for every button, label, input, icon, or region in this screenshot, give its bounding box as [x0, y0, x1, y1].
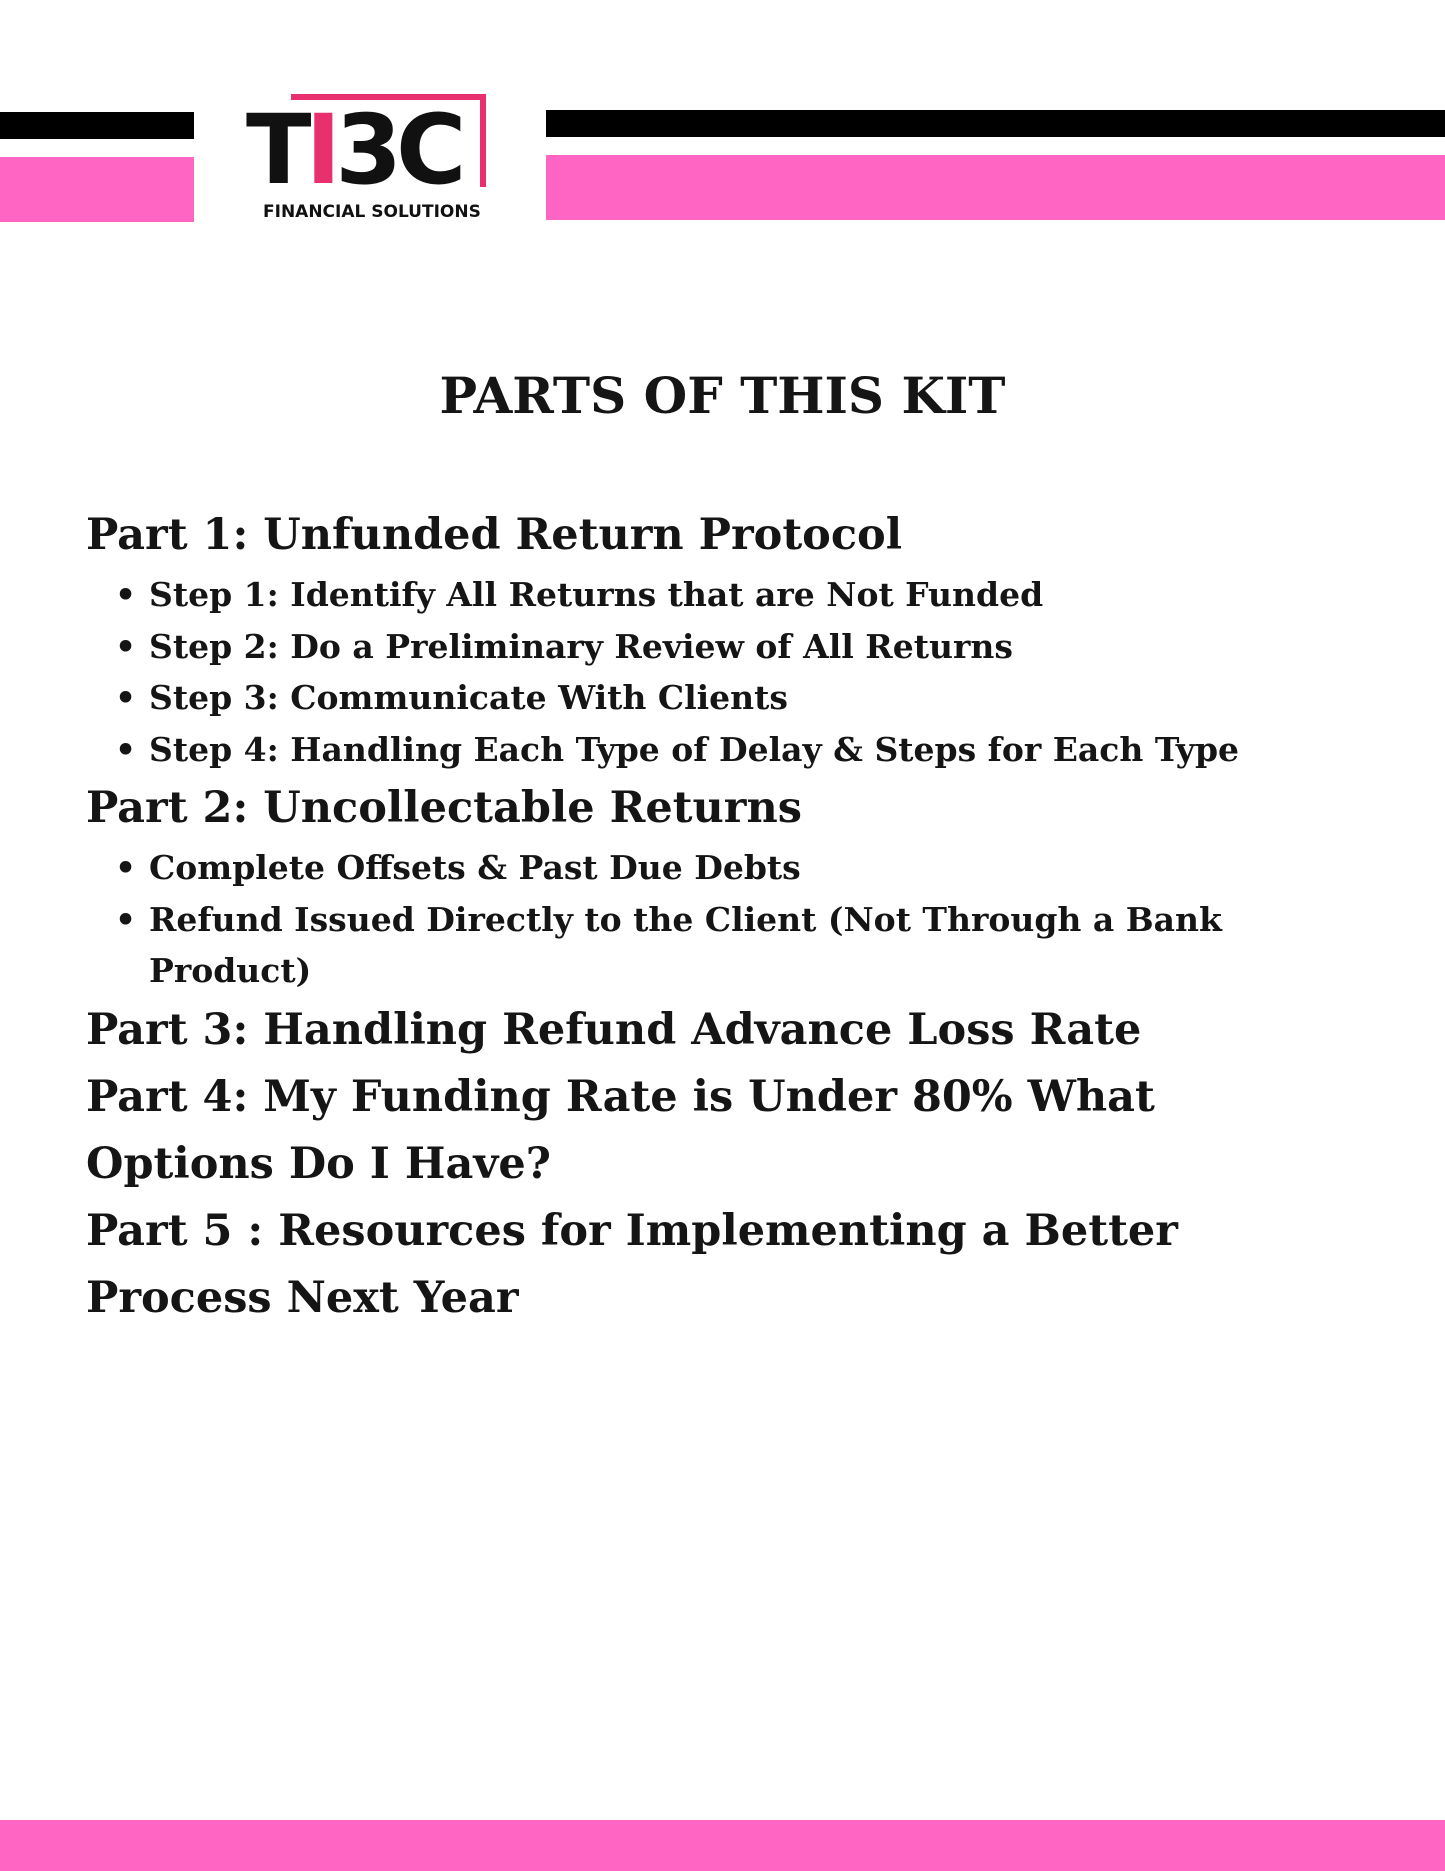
bullet: • — [115, 729, 137, 769]
step-label: Step 2: Do a Preliminary Review of All Returns — [149, 626, 1013, 666]
part-1-steps — [86, 569, 1386, 775]
header-band-pink-right — [546, 155, 1445, 220]
list-item — [115, 724, 1386, 776]
part-1-heading: Part 1: Unfunded Return Protocol — [86, 510, 903, 560]
list-item — [115, 569, 1386, 621]
step-label: Complete Offsets & Past Due Debts — [149, 848, 801, 887]
logo-wordmark — [246, 94, 461, 206]
bullet: • — [115, 678, 137, 717]
header-band-pink-left — [0, 157, 194, 222]
part-4-heading: Part 4: My Funding Rate is Under 80% What Options Do I Have? — [86, 1071, 1155, 1189]
part-2-steps — [86, 842, 1386, 997]
part-3-heading: Part 3: Handling Refund Advance Loss Rate — [86, 1004, 1142, 1055]
logo-letter-t: T — [246, 94, 306, 206]
footer-band-pink — [0, 1820, 1445, 1871]
logo-letters-3c: 3C — [335, 94, 461, 206]
list-item — [115, 894, 1329, 997]
logo-subtitle: FINANCIAL SOLUTIONS — [263, 202, 481, 222]
logo-letter-accent: I — [305, 94, 336, 206]
step-label: Step 3: Communicate With Clients — [149, 678, 788, 717]
part-5-heading: Part 5 : Resources for Implementing a Better Process Next Year — [86, 1205, 1178, 1323]
header-band-black-left — [0, 112, 194, 139]
bullet: • — [115, 626, 137, 666]
step-label: Step 1: Identify All Returns that are Not Funded — [149, 575, 1044, 614]
header-band-black-right — [546, 110, 1445, 137]
list-item — [115, 672, 1386, 724]
part-2-heading: Part 2: Uncollectable Returns — [86, 783, 802, 833]
bullet: • — [115, 575, 137, 614]
bullet: • — [115, 899, 137, 939]
kit-contents — [86, 502, 1386, 1332]
page-title: PARTS OF THIS KIT — [439, 366, 1006, 425]
step-label: Step 4: Handling Each Type of Delay & Steps for Each Type — [149, 729, 1240, 769]
company-logo — [246, 92, 496, 228]
list-item — [115, 621, 1386, 673]
step-label: Refund Issued Directly to the Client (Not Through a Bank Product) — [149, 899, 1222, 990]
list-item — [115, 842, 1386, 894]
bullet: • — [115, 848, 137, 887]
